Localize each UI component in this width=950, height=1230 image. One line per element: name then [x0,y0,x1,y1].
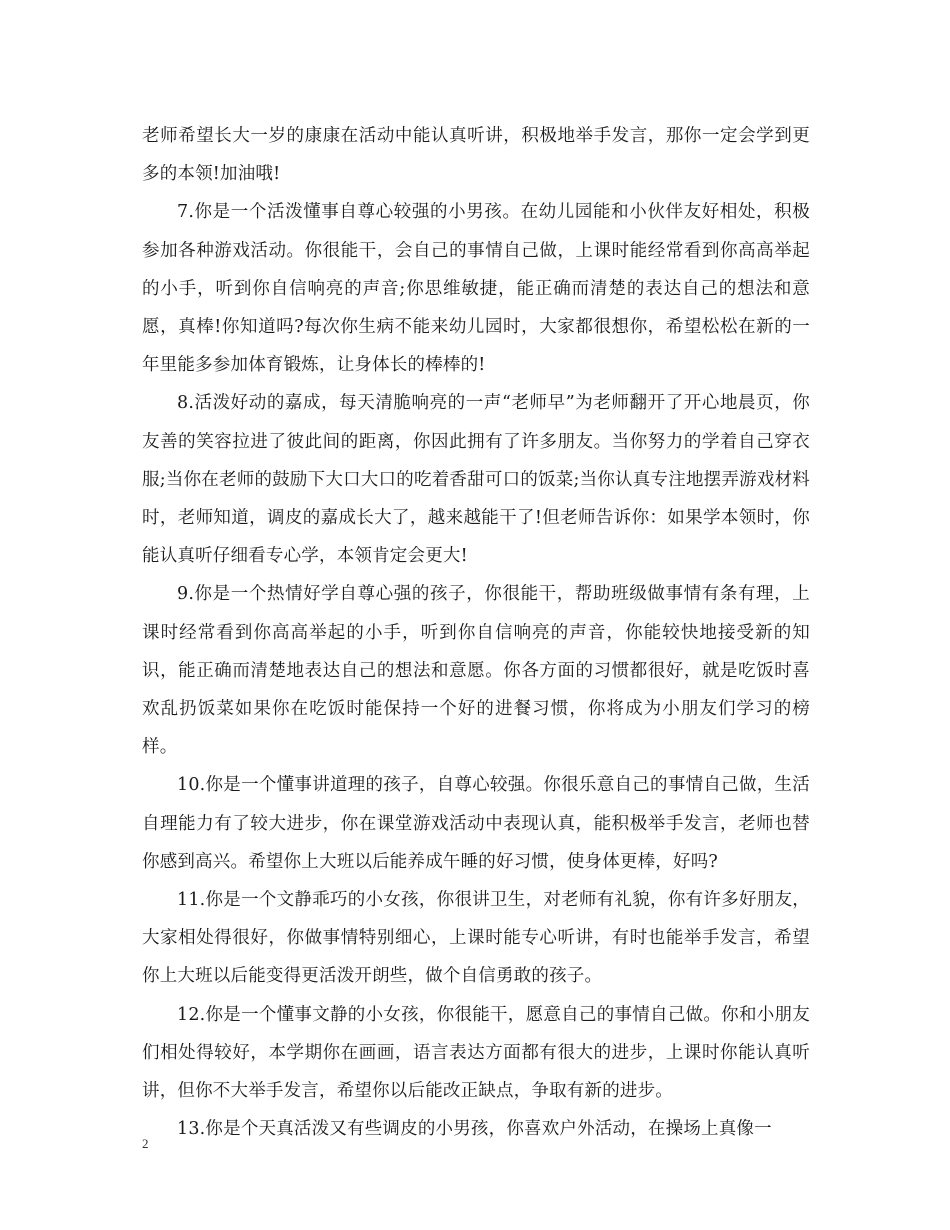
paragraph-item-12: 12.你是一个懂事文静的小女孩，你很能干，愿意自己的事情自己做。你和小朋友们相处得较好，本学期你在画画，语言表达方面都有很大的进步，上课时你能认真听讲，但你不大举手发言，希望你以后能改正缺点，争取有新的进步。 [142,1004,810,1102]
paragraph-item-13: 13.你是个天真活泼又有些调皮的小男孩，你喜欢户外活动，在操场上真像一 [177,1119,772,1140]
document-body [142,117,810,1148]
paragraph-item-9: 9.你是一个热情好学自尊心强的孩子，你很能干，帮助班级做事情有条有理，上课时经常看到你高高举起的小手，听到你自信响亮的声音，你能较快地接受新的知识，能正确而清楚地表达自己的想法和意愿。你各方面的习惯都很好，就是吃饭时喜欢乱扔饭菜如果你在吃饭时能保持一个好的进餐习惯，你将成为小朋友们学习的榜样。 [142,584,810,758]
paragraph-item-10: 10.你是一个懂事讲道理的孩子，自尊心较强。你很乐意自己的事情自己做，生活自理能力有了较大进步，你在课堂游戏活动中表现认真，能积极举手发言，老师也替你感到高兴。希望你上大班以后能养成午睡的好习惯，使身体更棒，好吗? [142,775,810,872]
paragraph-item-7: 7.你是一个活泼懂事自尊心较强的小男孩。在幼儿园能和小伙伴友好相处，积极参加各种游戏活动。你很能干，会自己的事情自己做，上课时能经常看到你高高举起的小手，听到你自信响亮的声音;你思维敏捷，能正确而清楚的表达自己的想法和意愿，真棒!你知道吗?每次你生病不能来幼儿园时，大家都很想你，希望松松在新的一年里能多参加体育锻炼，让身体长的棒棒的! [142,202,810,376]
paragraph-continuation: 老师希望长大一岁的康康在活动中能认真听讲，积极地举手发言，那你一定会学到更多的本领!加油哦! [142,126,810,185]
paragraph-item-11: 11.你是一个文静乖巧的小女孩，你很讲卫生，对老师有礼貌，你有许多好朋友，大家相处得很好，你做事情特别细心，上课时能专心听讲，有时也能举手发言，希望你上大班以后能变得更活泼开朗些，做个自信勇敢的孩子。 [142,890,810,987]
paragraph-item-8: 8.活泼好动的嘉成，每天清脆响亮的一声“老师早”为老师翻开了开心地晨页，你友善的笑容拉进了彼此间的距离，你因此拥有了许多朋友。当你努力的学着自己穿衣服;当你在老师的鼓励下大口大口的吃着香甜可口的饭菜;当你认真专注地摆弄游戏材料时，老师知道，调皮的嘉成长大了，越来越能干了!但老师告诉你：如果学本领时，你能认真听仔细看专心学，本领肯定会更大! [142,393,810,567]
page-number: 2 [142,1136,149,1151]
